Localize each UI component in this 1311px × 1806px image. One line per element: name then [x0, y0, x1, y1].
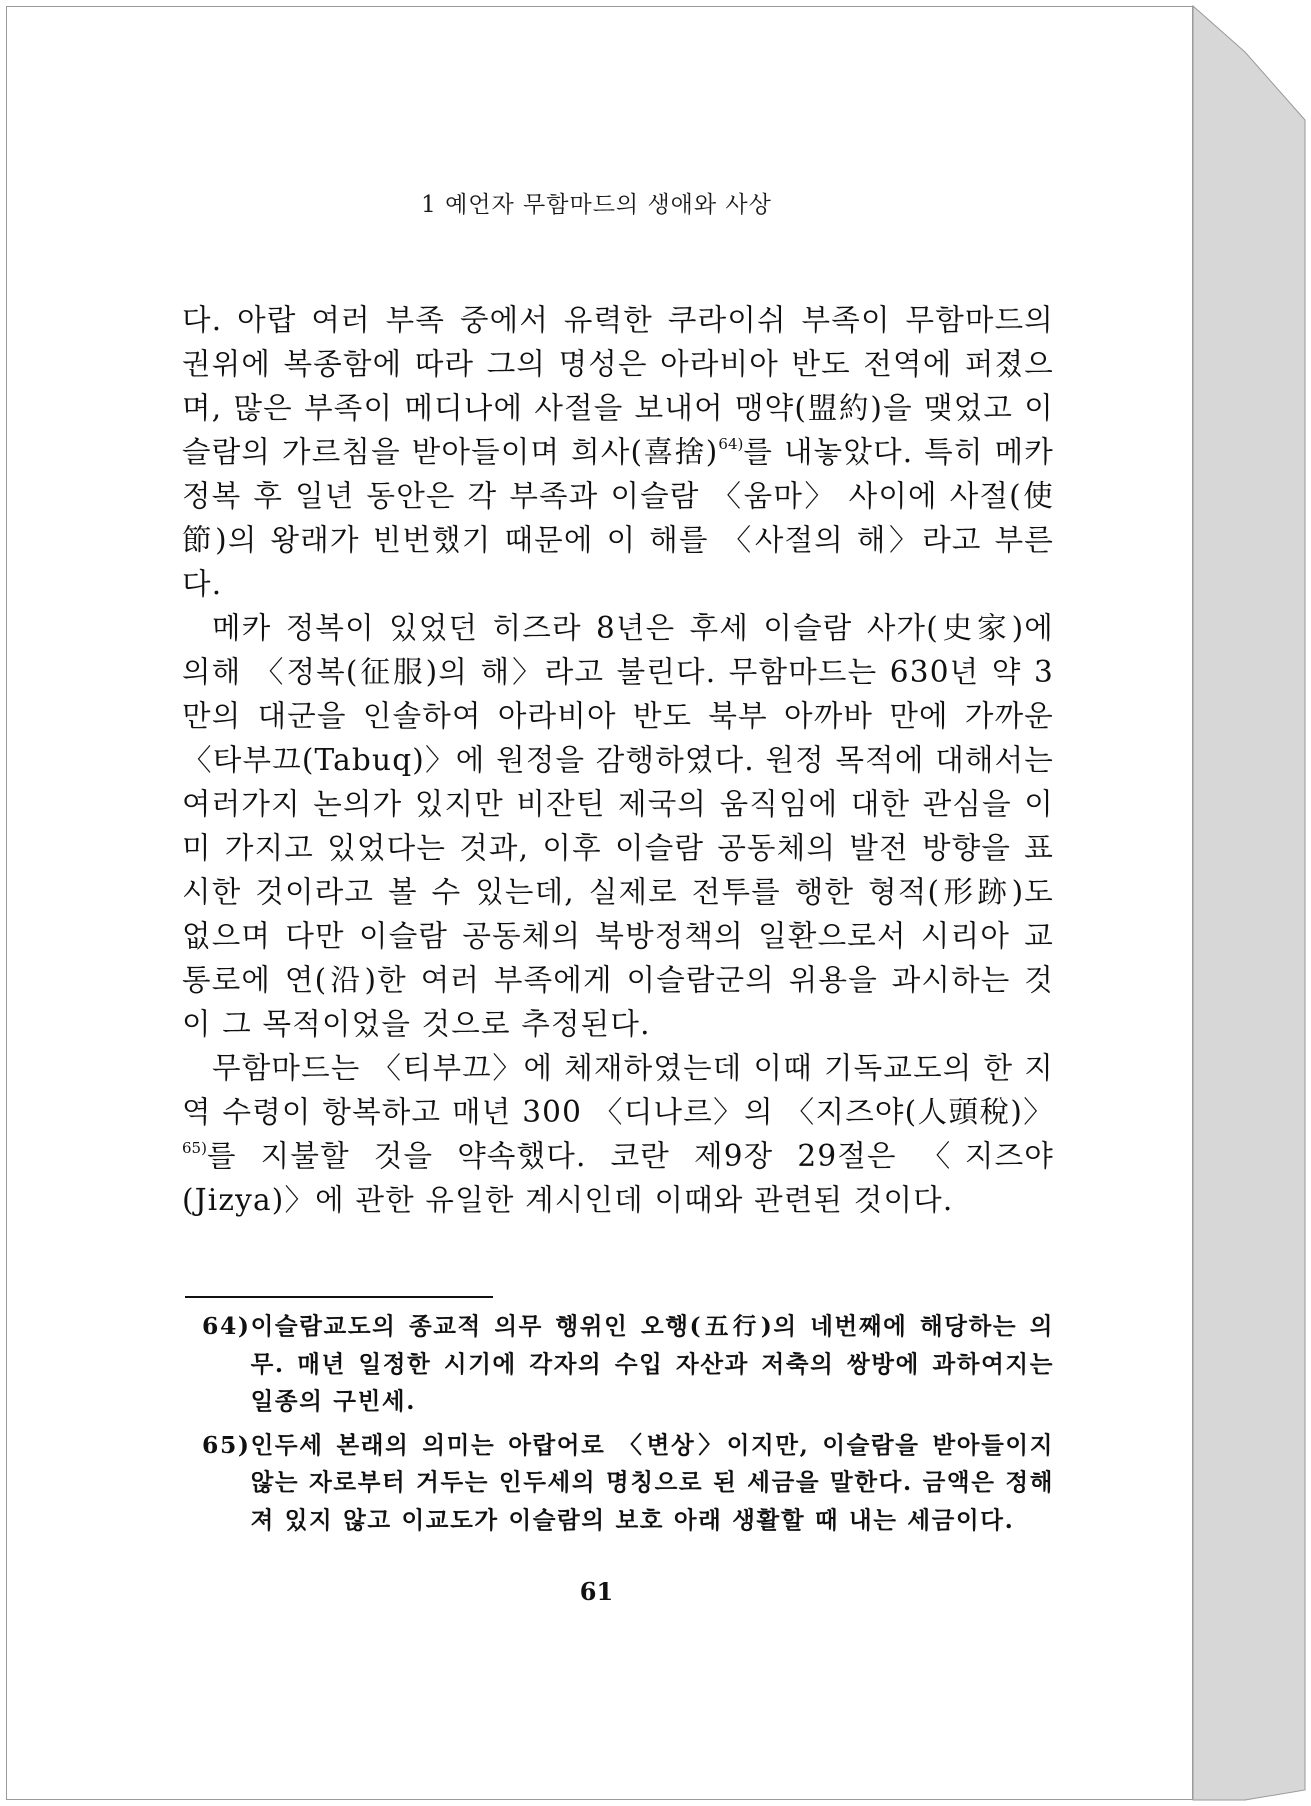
- footnote-divider: [185, 1296, 493, 1298]
- paragraph-text: 를 내놓았다. 특히 메카 정복 후 일년 동안은 각 부족과 이슬람 〈움마〉 사이에 사절(使節)의 왕래가 빈번했기 때문에 이 해를 〈사절의 해〉라고 부른다.: [182, 435, 1054, 601]
- footnote-number: 65): [202, 1430, 251, 1459]
- footnote-text: 인두세 본래의 의미는 아랍어로 〈변상〉이지만, 이슬람을 받아들이지 않는 자로부터 거두는 인두세의 명칭으로 된 세금을 말한다. 금액은 정해져 있지 않고 이교도가 이슬람의 보호 아래 생활할 때 내는 세금이다.: [250, 1430, 1054, 1534]
- paragraph-text: 다. 아랍 여러 부족 중에서 유력한 쿠라이쉬 부족이 무함마드의 권위에 복종함에 따라 그의 명성은 아라비아 반도 전역에 퍼졌으며, 많은 부족이 메디나에 사절을 보내어 맹약(盟約)을 맺었고 이슬람의 가르침을 받아들이며 희사(喜捨): [182, 303, 1054, 469]
- footnotes: [202, 1308, 1054, 1545]
- footnote-reference[interactable]: 64): [718, 435, 744, 453]
- footnote-65: [202, 1427, 1054, 1540]
- page-number: 61: [579, 1577, 614, 1606]
- running-head: 1 예언자 무함마드의 생애와 사상: [421, 192, 772, 218]
- body-paragraph: [182, 298, 1054, 606]
- body-paragraph: [182, 606, 1054, 1046]
- paragraph-text: 메카 정복이 있었던 히즈라 8년은 후세 이슬람 사가(史家)에 의해 〈정복(征服)의 해〉라고 불린다. 무함마드는 630년 약 3만의 대군을 인솔하여 아라비아 반도 북부 아까바 만에 가까운 〈타부끄(Tabuq)〉에 원정을 감행하였다. 원정 목적에 대해서는 여러가지 논의가 있지만 비잔틴 제국의 움직임에 대한 관심을 이미 가지고 있었다는 것과, 이후 이슬람 공동체의 발전 방향을 표시한 것이라고 볼 수 있는데, 실제로 전투를 행한 형적(形跡)도 없으며 다만 이슬람 공동체의 북방정책의 일환으로서 시리아 교통로에 연(沿)한 여러 부족에게 이슬람군의 위용을 과시하는 것이 그 목적이었을 것으로 추정된다.: [182, 611, 1054, 1041]
- body-paragraph: [182, 1046, 1054, 1222]
- footnote-64: [202, 1308, 1054, 1421]
- footnote-number: 64): [202, 1312, 251, 1340]
- paragraph-text: 무함마드는 〈티부끄〉에 체재하였는데 이때 기독교도의 한 지역 수령이 항복하고 매년 300 〈디나르〉의 〈지즈야(人頭稅)〉: [182, 1051, 1054, 1129]
- footnote-reference[interactable]: 65): [182, 1139, 207, 1157]
- paragraph-text: 를 지불할 것을 약속했다. 코란 제9장 29절은 〈지즈야(Jizya)〉에 관한 유일한 계시인데 이때와 관련된 것이다.: [182, 1139, 1054, 1217]
- footnote-text: 이슬람교도의 종교적 의무 행위인 오행(五行)의 네번째에 해당하는 의무. 매년 일정한 시기에 각자의 수입 자산과 저축의 쌍방에 과하여지는 일종의 구빈세.: [250, 1312, 1054, 1415]
- body-text: [182, 298, 1054, 1222]
